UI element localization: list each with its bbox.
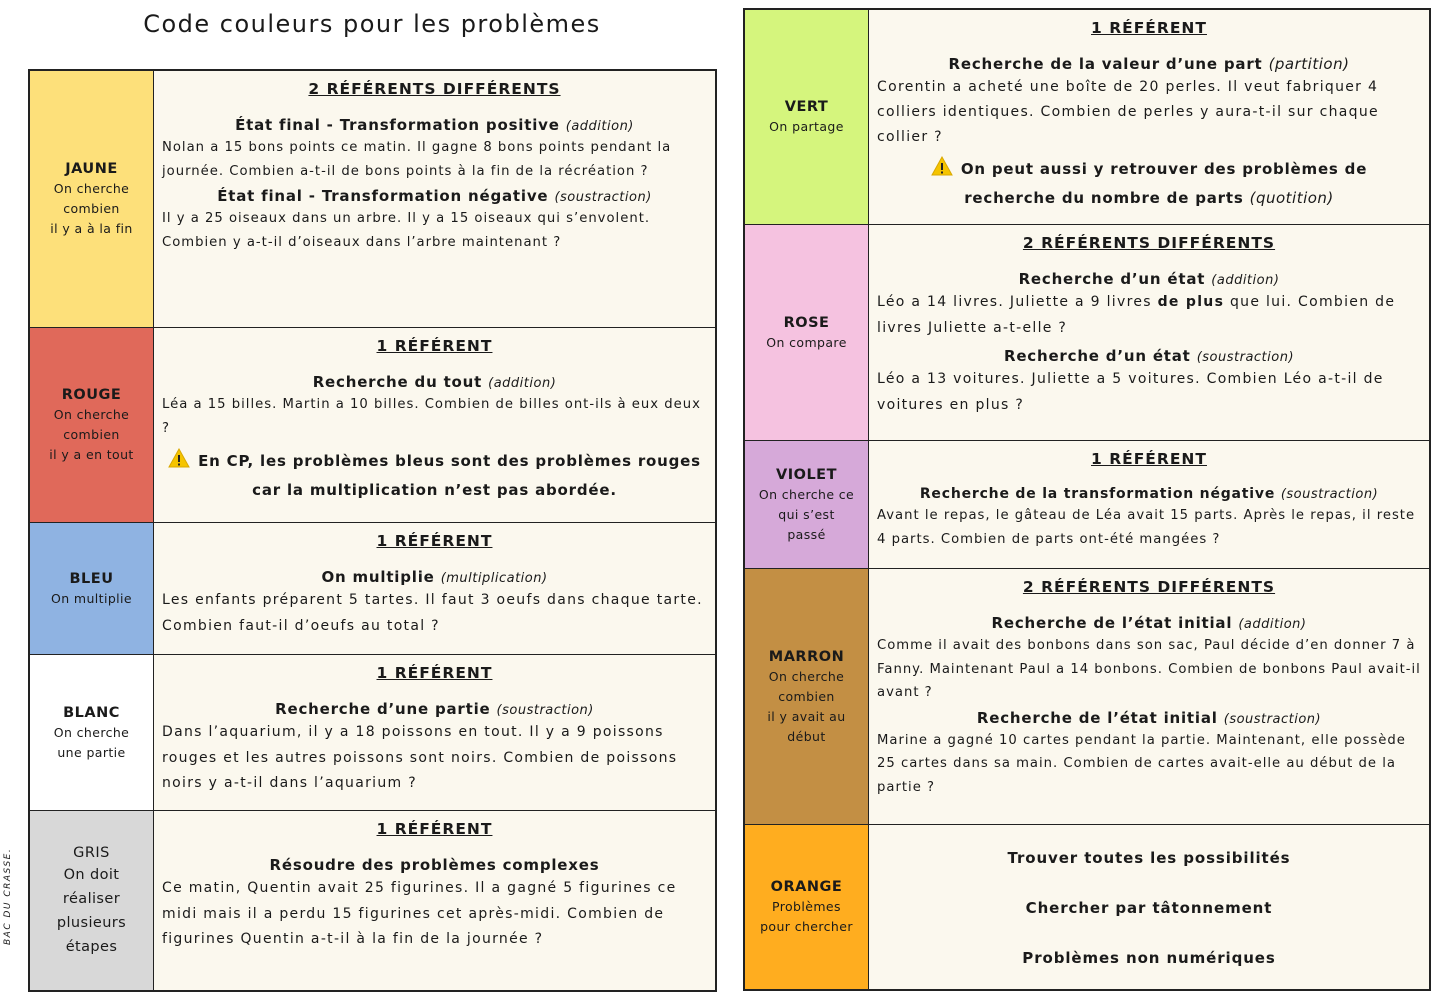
- problem-text: Nolan a 15 bons points ce matin. Il gagne 8 bons points pendant la journée. Combien a-t-il de bons points à la fin de la récréation ?: [162, 140, 672, 179]
- problem-title: Recherche du tout (addition): [312, 373, 557, 391]
- category-name: ROUGE: [61, 387, 122, 403]
- category-desc: combien: [778, 688, 835, 704]
- problem-title: Résoudre des problèmes complexes: [269, 856, 600, 874]
- label-vert: [745, 10, 869, 224]
- referent-heading: 1 RÉFÉRENT: [376, 820, 493, 838]
- label-blanc: [30, 655, 154, 810]
- row-vert: [745, 10, 1429, 224]
- referent-heading: 1 RÉFÉRENT: [1091, 19, 1207, 37]
- category-desc: étapes: [65, 938, 118, 955]
- category-desc: On cherche: [53, 724, 130, 740]
- referent-heading: 1 RÉFÉRENT: [1091, 450, 1207, 468]
- right-table: [743, 8, 1431, 991]
- category-name: VIOLET: [776, 466, 837, 483]
- operation-label: (soustraction): [1280, 487, 1379, 502]
- problem-title: Recherche d’un état (addition): [1018, 270, 1280, 288]
- category-name: ROSE: [783, 314, 830, 331]
- content-bleu: [154, 523, 715, 654]
- category-desc: passé: [787, 526, 826, 542]
- operation-label: (addition): [1211, 273, 1280, 288]
- category-name: GRIS: [73, 844, 110, 861]
- content-vert: [869, 10, 1429, 224]
- referent-heading: 1 RÉFÉRENT: [376, 337, 493, 355]
- referent-heading: 1 RÉFÉRENT: [376, 532, 493, 550]
- operation-label: (addition): [488, 376, 557, 391]
- problem-text: Marine a gagné 10 cartes pendant la partie. Maintenant, elle possède 25 cartes dans sa main. Combien de cartes avait-elle au début de la partie ?: [877, 732, 1406, 795]
- category-name: JAUNE: [65, 161, 118, 177]
- problem-title: Recherche de la transformation négative (soustraction): [919, 486, 1379, 502]
- author-signature: BAC DU CRASSE.: [3, 847, 13, 945]
- left-table: [28, 69, 717, 992]
- problem-title: On multiplie (multiplication): [321, 568, 548, 586]
- row-jaune: [30, 71, 715, 327]
- row-orange: [745, 824, 1429, 989]
- warning-note: En CP, les problèmes bleus sont des problèmes rouges car la multiplication n’est pas abordée.: [162, 448, 707, 504]
- problem-text: Les enfants préparent 5 tartes. Il faut 3 oeufs dans chaque tarte. Combien faut-il d’oeufs au total ?: [162, 592, 703, 634]
- problem-title: Recherche de l’état initial (addition): [991, 614, 1307, 632]
- label-bleu: [30, 523, 154, 654]
- problem-text: Corentin a acheté une boîte de 20 perles. Il veut fabriquer 4 colliers identiques. Combien de perles y aura-t-il sur chaque collier ?: [877, 79, 1379, 145]
- category-name: BLEU: [69, 570, 114, 587]
- content-jaune: [154, 71, 715, 327]
- operation-label: (partition): [1268, 55, 1350, 73]
- category-desc: pour chercher: [760, 919, 853, 934]
- operation-label: (addition): [1238, 617, 1307, 632]
- content-rouge: [154, 328, 715, 522]
- referent-heading: 2 RÉFÉRENTS DIFFÉRENTS: [1022, 234, 1276, 252]
- problem-title: Recherche d’une partie (soustraction): [275, 700, 594, 718]
- strategy-item: Trouver toutes les possibilités: [1007, 849, 1291, 867]
- problem-text: Léo a 13 voitures. Juliette a 5 voitures. Combien Léo a-t-il de voitures en plus ?: [877, 371, 1384, 413]
- problem-text: Avant le repas, le gâteau de Léa avait 15 parts. Après le repas, il reste 4 parts. Combien de parts ont-été mangées ?: [877, 508, 1416, 547]
- category-desc: début: [787, 728, 826, 744]
- label-violet: [745, 441, 869, 568]
- category-desc: Problèmes: [772, 899, 841, 914]
- referent-heading: 2 RÉFÉRENTS DIFFÉRENTS: [1022, 578, 1276, 596]
- problem-title: État final - Transformation positive (addition): [235, 116, 634, 134]
- category-desc: On partage: [769, 119, 844, 134]
- problem-title: État final - Transformation négative (soustraction): [217, 187, 652, 205]
- category-desc: qui s’est: [778, 506, 835, 522]
- operation-label: (soustraction): [1223, 711, 1322, 727]
- referent-heading: 2 RÉFÉRENTS DIFFÉRENTS: [308, 80, 561, 98]
- problem-text: Comme il avait des bonbons dans son sac, Paul décide d’en donner 7 à Fanny. Maintenant Paul a 14 bonbons. Combien de bonbons Paul avait-il avant ?: [877, 638, 1421, 700]
- label-rouge: [30, 328, 154, 522]
- row-gris: [30, 810, 715, 990]
- row-blanc: [30, 654, 715, 810]
- category-desc: On cherche: [53, 181, 130, 196]
- problem-text: Ce matin, Quentin avait 25 figurines. Il a gagné 5 figurines ce midi mais il a perdu 15 figurines cet après-midi. Combien de figurines Quentin a-t-il à la fin de la journée ?: [162, 880, 677, 947]
- category-desc: On doit: [63, 866, 120, 883]
- operation-label: (soustraction): [1196, 350, 1295, 365]
- content-gris: [154, 811, 715, 990]
- category-name: ORANGE: [770, 879, 843, 895]
- problem-title: Recherche d’un état (soustraction): [1003, 347, 1295, 365]
- operation-label: (soustraction): [496, 703, 594, 718]
- operation-label: (soustraction): [554, 190, 652, 205]
- category-desc: il y a à la fin: [50, 221, 133, 236]
- row-bleu: [30, 522, 715, 654]
- category-desc: On multiplie: [50, 590, 133, 606]
- category-desc: On cherche ce: [758, 486, 855, 502]
- category-desc: plusieurs: [56, 914, 127, 931]
- problem-text: Il y a 25 oiseaux dans un arbre. Il y a 15 oiseaux qui s’envolent. Combien y a-t-il d’oiseaux dans l’arbre maintenant ?: [162, 211, 651, 250]
- problem-text: Dans l’aquarium, il y a 18 poissons en tout. Il y a 9 poissons rouges et les autres poissons sont noirs. Combien de poissons noirs y a-t-il dans l’aquarium ?: [162, 724, 678, 791]
- category-name: VERT: [784, 99, 829, 115]
- problem-title: Recherche de la valeur d’une part (partition): [948, 55, 1350, 73]
- category-desc: réaliser: [62, 890, 121, 907]
- strategy-item: Problèmes non numériques: [1022, 949, 1276, 967]
- operation-label: (multiplication): [440, 571, 548, 586]
- content-orange: [869, 825, 1429, 989]
- row-marron: [745, 568, 1429, 824]
- row-rose: [745, 224, 1429, 440]
- category-desc: On compare: [766, 334, 847, 350]
- category-desc: On cherche: [768, 668, 845, 684]
- label-gris: [30, 811, 154, 990]
- row-violet: [745, 440, 1429, 568]
- category-desc: On cherche: [53, 407, 130, 422]
- label-marron: [745, 569, 869, 824]
- referent-heading: 1 RÉFÉRENT: [376, 664, 493, 682]
- content-violet: [869, 441, 1429, 568]
- warning-note: On peut aussi y retrouver des problèmes de recherche du nombre de parts (quotition): [877, 156, 1421, 212]
- content-rose: [869, 225, 1429, 440]
- category-name: BLANC: [63, 704, 120, 721]
- page-title: Code couleurs pour les problèmes: [143, 10, 601, 38]
- category-desc: il y a en tout: [49, 447, 134, 462]
- operation-label: (quotition): [1249, 189, 1334, 207]
- category-desc: combien: [63, 201, 120, 216]
- warning-icon: [168, 448, 190, 477]
- label-jaune: [30, 71, 154, 327]
- category-name: MARRON: [768, 648, 845, 665]
- strategy-item: Chercher par tâtonnement: [1025, 899, 1273, 917]
- content-marron: [869, 569, 1429, 824]
- operation-label: (addition): [565, 119, 634, 134]
- problem-title: Recherche de l’état initial (soustraction): [976, 708, 1322, 727]
- category-desc: une partie: [57, 744, 126, 760]
- problem-text: Léa a 15 billes. Martin a 10 billes. Combien de billes ont-ils à eux deux ?: [162, 397, 701, 436]
- category-desc: il y avait au: [767, 708, 846, 724]
- category-desc: combien: [63, 427, 120, 442]
- label-rose: [745, 225, 869, 440]
- row-rouge: [30, 327, 715, 522]
- label-orange: [745, 825, 869, 989]
- problem-text: Léo a 14 livres. Juliette a 9 livres de plus que lui. Combien de livres Juliette a-t-elle ?: [877, 294, 1396, 336]
- content-blanc: [154, 655, 715, 810]
- warning-icon: [931, 156, 953, 185]
